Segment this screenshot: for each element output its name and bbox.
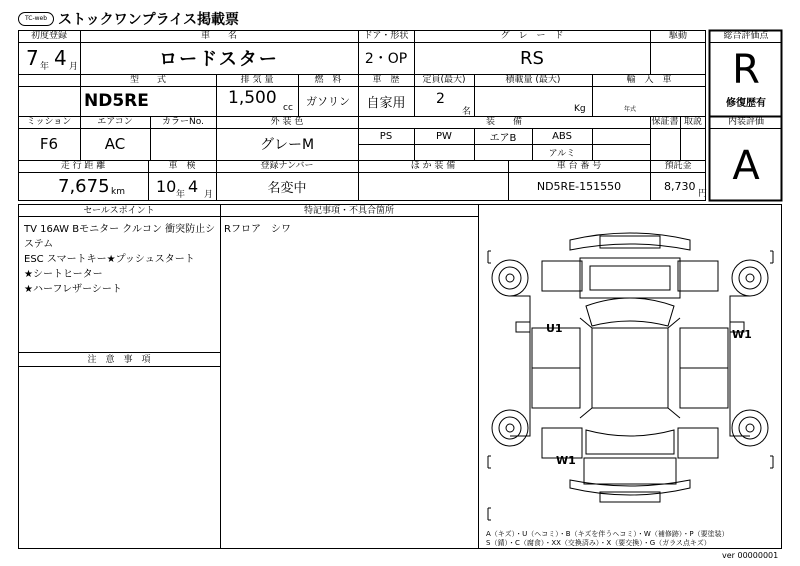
- chassis-label: 車 台 番 号: [556, 161, 602, 171]
- mission-label: ミッション: [26, 117, 72, 127]
- exterior-color-value: グレーM: [259, 137, 315, 153]
- capacity-value: 2: [436, 91, 445, 107]
- mark-u1: U1: [546, 322, 563, 335]
- caution-header: 注 意 事 項: [87, 355, 151, 365]
- km-unit: km: [111, 187, 125, 197]
- overall-score-label: 総合評価点: [723, 31, 769, 41]
- door-value: 2・OP: [364, 51, 408, 67]
- model-label: 型 式: [129, 75, 166, 85]
- capacity-label: 定員(最大): [422, 75, 466, 85]
- mark-w1-right: W1: [732, 328, 752, 341]
- equip-pw: PW: [436, 130, 452, 142]
- mileage-label: 走 行 距 離: [60, 161, 106, 171]
- chassis-value: ND5RE-151550: [536, 179, 622, 193]
- car-name-value: ロードスター: [159, 49, 279, 70]
- equip-airbag: エアB: [489, 132, 517, 144]
- overall-score-sub: 修復歴有: [726, 98, 766, 109]
- damage-legend: [486, 530, 780, 548]
- equip-alloy: アルミ: [548, 148, 576, 159]
- interior-label: 内装評価: [727, 117, 764, 127]
- mileage-value: 7,675: [58, 176, 110, 197]
- fuel-value: ガソリン: [306, 95, 350, 108]
- inspection-month: 4: [188, 177, 199, 196]
- aircon-value: AC: [104, 135, 126, 153]
- history-label: 車 歴: [372, 75, 400, 85]
- history-value: 自家用: [366, 95, 406, 111]
- aircon-label: エアコン: [97, 117, 133, 127]
- equip-abs: ABS: [552, 130, 572, 142]
- load-unit: Kg: [574, 104, 586, 114]
- page-title: ストックワンプライス掲載票: [58, 12, 240, 28]
- inspection-month-unit: 月: [204, 190, 214, 200]
- yen-unit: 円: [698, 189, 708, 199]
- list-item: ★ハーフレザーシート: [24, 284, 122, 295]
- deposit-value: 8,730: [664, 180, 696, 193]
- car-diagram: [480, 216, 780, 526]
- interior-score: A: [732, 143, 760, 189]
- exterior-color-label: 外 装 色: [270, 117, 304, 127]
- inspection-year: 10: [156, 177, 177, 196]
- overall-score: R: [732, 47, 760, 93]
- model-value: ND5RE: [84, 91, 149, 111]
- equip-ps: PS: [379, 130, 393, 142]
- reg-number-label: 登録ナンバー: [260, 161, 314, 171]
- mark-w1-lower: W1: [556, 454, 576, 467]
- disp-unit: cc: [283, 103, 293, 113]
- other-equipment-label: ほ か 装 備: [410, 161, 456, 171]
- manual-label: 取説: [683, 117, 702, 127]
- first-reg-value: 7 年 4 月: [26, 46, 79, 72]
- list-item: ESC スマートキー★プッシュスタート: [24, 254, 195, 265]
- logo: TC-web: [18, 12, 54, 26]
- sales-point-list: [24, 222, 220, 297]
- color-no-label: カラーNo.: [162, 117, 204, 127]
- list-item: ★シートヒーター: [24, 269, 103, 280]
- notes-list: [224, 222, 474, 237]
- door-label: ドア・形状: [363, 31, 409, 41]
- legend-line: A（キズ）・U（ヘコミ）・B（キズを伴うヘコミ）・W（補修跡）・P（要塗装）: [486, 530, 729, 538]
- displacement-value: 1,500: [228, 88, 277, 108]
- list-item: Rフロア シワ: [224, 224, 291, 235]
- inspection-year-unit: 年: [176, 190, 186, 200]
- drive-label: 駆動: [668, 31, 687, 41]
- mission-value: F6: [39, 135, 59, 153]
- version-label: ver 00000001: [722, 551, 779, 560]
- warranty-label: 保証書: [651, 117, 679, 127]
- import-label: 輸 入 車: [626, 75, 672, 85]
- first-reg-label: 初度登録: [30, 31, 67, 41]
- reg-number-value: 名変中: [267, 180, 307, 196]
- inspection-label: 車 検: [168, 161, 196, 171]
- fuel-label: 燃 料: [314, 75, 342, 85]
- grade-label: グ レ ー ド: [500, 31, 564, 41]
- car-name-label: 車 名: [200, 31, 237, 41]
- displacement-label: 排 気 量: [240, 75, 274, 85]
- grade-value: RS: [520, 47, 544, 69]
- equipment-label: 装 備: [485, 117, 522, 127]
- load-label: 積載量 (最大): [505, 75, 561, 85]
- cap-unit: 名: [462, 107, 472, 117]
- year-model-unit: 年式: [624, 106, 637, 113]
- deposit-label: 預託金: [664, 161, 692, 171]
- legend-line: S（錆）・C（腐食）・XX（交換済み）・X（要交換）・G（ガラス点キズ）: [486, 539, 711, 547]
- list-item: TV 16AW Bモニター クルコン 衝突防止システム: [24, 224, 216, 250]
- notes-header: 特記事項・不具合箇所: [303, 206, 394, 216]
- sales-point-header: セールスポイント: [83, 206, 155, 216]
